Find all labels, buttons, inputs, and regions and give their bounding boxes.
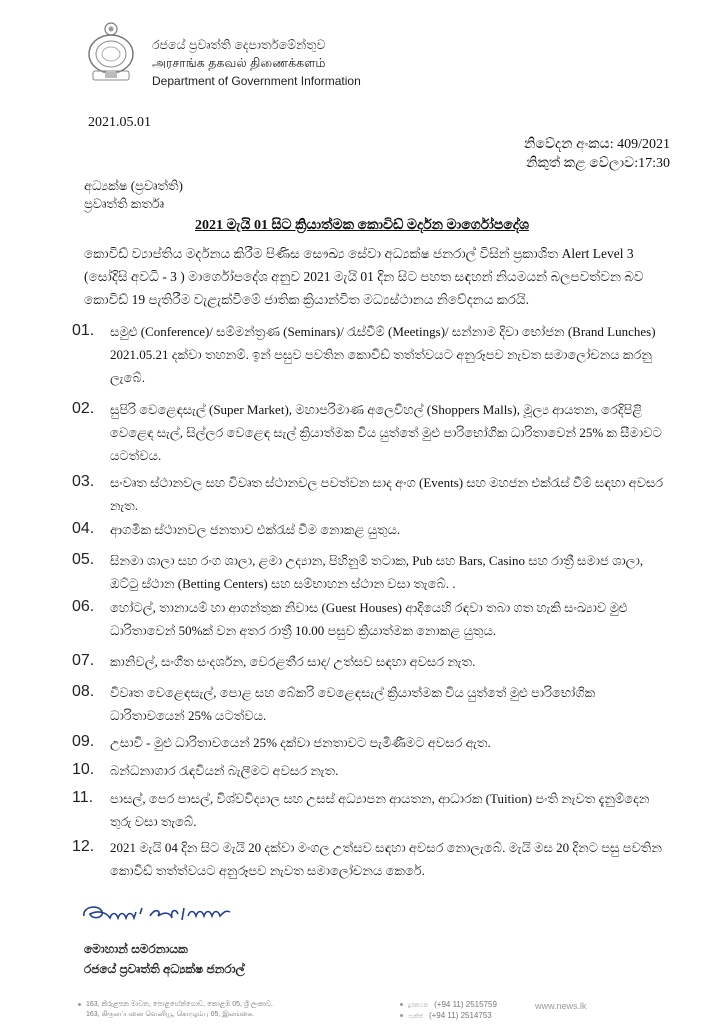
item-text: බන්ධනාගාර රැඳවියන් බැලීමට අවසර නැත. — [110, 763, 339, 778]
item-text: කානිවල්, සංගීත සංදර්ශන, වෙරළතීර සාද/ උත්සව සඳහා අවසර නැත. — [110, 654, 476, 669]
item-number: 07. — [72, 652, 95, 669]
item-text: හෝටල්, තානායම් හා ආගන්තුක නිවාස (Guest Houses) ආදියෙහි රඳවා තබා ගත හැකි සංඛ්‍යාව මුළු ධාරිතාවෙන් 50%ක් වන අතර රාත්‍රී 10.00 පසුව ක්‍රියාත්මක නොකළ යුතුය. — [110, 600, 628, 638]
item-text: ආගමික ස්ථානවල ජනතාව එක්රැස් වීම නොකළ යුතුය. — [110, 522, 401, 537]
intro-paragraph: කොවිඩ් ව්‍යාප්තිය මර්දනය කිරීම පිණිස සෞඛ්‍ය සේවා අධ්‍යක්ෂ ජනරාල් විසින් ප්‍රකාශිත Alert Level 3 (සෝදිසි අවධි - 3 ) මාර්ගෝපදේශ අනුව 2021 මැයි 01 දින සිට පහත සඳහන් නියමයන් බලපවත්වන බව කොවිඩ් 19 පැතිරීම වැළැක්වීමේ ජාතික ක්‍රියාන්විත මධ්‍යස්ථානය නිවේදනය කරයි. — [84, 246, 644, 307]
item-number: 06. — [72, 598, 95, 615]
item-text: සිනමා ශාලා සහ රංග ශාලා, ළමා උද්‍යාන, පිහිනුම් තටාක, Pub සහ Bars, Casino සහ රාත්‍රී සමාජ ශාලා, ඔට්ටු ස්ථාන (Betting Centers) සහ සම්භාහන ස්ථාන වසා තැබේ. . — [110, 553, 644, 591]
item-text: පාසල්, පෙර පාසල්, විශ්වවිද්‍යාල සහ උසස් අධ්‍යාපන ආයතන, ආධාරක (Tuition) පංති නැවත දැනුම්දෙන තුරු වසා තැබේ. — [110, 791, 650, 829]
item-number: 08. — [72, 683, 95, 700]
item-number: 02. — [72, 400, 95, 417]
item-text: උසාවි - මුළු ධාරිතාවයෙන් 25% දක්වා ජනතාවට පැමිණීමට අවසර ඇත. — [110, 735, 491, 750]
reference-number: නිවේදන අංකය: 409/2021 — [524, 137, 670, 152]
item-text: 2021 මැයි 04 දින සිට මැයි 20 දක්වා මංගල උත්සව සඳහා අවසර නොලැබේ. මැයි මස 20 දිනට පසු පවතින කොවිඩ් තත්ත්වයට අනුරූපව නැවත සමාලෝචනය කෙරේ. — [110, 840, 662, 878]
signature — [78, 900, 238, 930]
item-text: සංවෘත ස්ථානවල සහ විවෘත ස්ථානවල පවත්වන සාද අංග (Events) සහ මහජන එක්රැස් වීම් සඳහා අවසර නැත. — [110, 475, 664, 513]
signatory-position: රජයේ ප්‍රවෘත්ති අධ්‍යක්ෂ ජනරාල් — [84, 962, 245, 976]
item-number: 01. — [72, 322, 95, 339]
signatory-name: මොහාන් සමරනායක — [84, 942, 188, 956]
footer-contacts — [400, 1000, 497, 1022]
item-text: සුපිරි වෙළෙඳසැල් (Super Market), මහාපරිමාණ අලෙවිහල් (Shoppers Malls), මූල්‍ය ආයතන, රෙදිපිළි වෙළෙඳ සැල්, සිල්ලර වෙළෙඳ සැල් ක්‍රියාත්මක විය යුත්තේ මුළු පාරිභෝගික ධාරිතාවෙන් 25% ක සීමාවට යටත්වය. — [110, 402, 662, 463]
item-number: 10. — [72, 761, 95, 778]
item-number: 12. — [72, 838, 95, 855]
emblem-icon — [85, 20, 137, 84]
recipient-line-1: අධ්‍යක්ෂ (ප්‍රවෘත්ති) — [84, 178, 183, 193]
letterhead-english: Department of Government Information — [152, 74, 361, 88]
address-tamil: 163, கிருலப்பனை வெனியூ, கொழும்பு 05, இலங்கை. — [86, 1011, 255, 1018]
handwritten-signature-icon — [78, 900, 238, 930]
item-number: 11. — [72, 789, 94, 806]
address-sinhala: 163, කිරුළපන මාවත, පොළහේන්ගොඩ, කොළඹ 05, ශ්‍රී ලංකාව. — [86, 1001, 273, 1008]
phone-label: දුරකථන — [408, 1003, 429, 1009]
fax-label: ෆැක්ස් — [408, 1014, 423, 1020]
document-title — [0, 218, 724, 234]
footer-address — [78, 1000, 273, 1020]
item-number: 05. — [72, 551, 95, 568]
item-number: 03. — [72, 473, 95, 490]
recipient-line-2: ප්‍රවෘත්ති කර්තෘ — [84, 196, 165, 211]
footer-website[interactable]: www.news.lk — [535, 1001, 587, 1011]
document-title-text: 2021 මැයි 01 සිට ක්‍රියාත්මක කොවිඩ් මර්දන මාර්ගෝපදේශ — [194, 218, 530, 233]
item-text: සමුළු (Conference)/ සම්මන්ත්‍රණ (Seminars)/ රැස්වීම් (Meetings)/ සන්නාම දිවා භෝජන (Brand Lunches) 2021.05.21 දක්වා තහනම්. ඉන් පසුව පවතින කොවිඩ් තත්ත්වයට අනුරූපව නැවත සමාලෝචනය කරනු ලැබේ. — [110, 324, 656, 385]
item-number: 09. — [72, 733, 95, 750]
document-date: 2021.05.01 — [88, 115, 151, 130]
fax-number: (+94 11) 2514753 — [428, 1011, 492, 1020]
phone-number: (+94 11) 2515759 — [434, 1000, 497, 1009]
item-number: 04. — [72, 520, 95, 537]
government-emblem — [85, 20, 137, 84]
item-text: විවෘත වෙළෙඳසැල්, පොළ සහ බේකරි වෙළෙඳසැල් ක්‍රියාත්මක විය යුත්තේ මුළු පාරිභෝගික ධාරිතාවයෙන් 25% යටත්වය. — [110, 685, 596, 723]
bullet-icon — [400, 1003, 403, 1006]
bullet-icon — [78, 1003, 81, 1006]
issue-time: නිකුත් කළ වේලාව:17:30 — [526, 156, 670, 171]
letterhead-tamil: அரசாங்க தகவல் திணைக்களம் — [152, 56, 326, 70]
letterhead-sinhala: රජයේ ප්‍රවෘත්ති දෙපාර්තමේන්තුව — [152, 38, 326, 52]
bullet-icon — [400, 1014, 403, 1017]
